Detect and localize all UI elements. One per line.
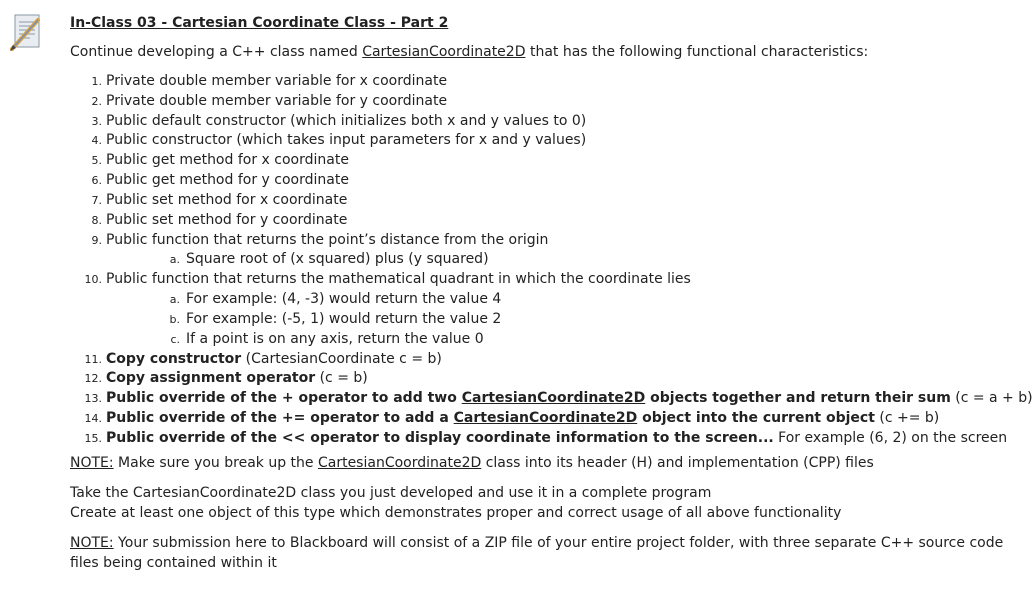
- list-text: [106, 350, 442, 370]
- note-split-files: [70, 453, 1010, 473]
- intro-paragraph: [70, 42, 1010, 62]
- requirements-list: [70, 72, 1033, 449]
- list-number: 13.: [84, 392, 102, 406]
- list-bold-text: Copy constructor: [106, 350, 242, 367]
- note-label: NOTE:: [70, 454, 114, 471]
- list-item: [70, 151, 1010, 171]
- class-name: CartesianCoordinate2D: [453, 410, 638, 427]
- list-rest-text: For example (6, 2) on the screen: [773, 429, 1008, 446]
- list-text: [106, 409, 939, 429]
- list-item: [70, 429, 1010, 449]
- list-bold-text: object into the current object: [637, 410, 875, 427]
- list-bold-text: Public override of the + operator to add two: [106, 390, 462, 407]
- document-body: [70, 14, 1033, 573]
- instruction-line: Create at least one object of this type which demonstrates proper and correct usage of all above functionality: [70, 504, 842, 521]
- list-item: [70, 389, 1033, 409]
- list-text: Square root of (x squared) plus (y squared): [186, 251, 489, 268]
- page-title: In-Class 03 - Cartesian Coordinate Class - Part 2: [70, 15, 449, 31]
- list-item: [70, 112, 1010, 132]
- class-name: CartesianCoordinate2D: [461, 390, 646, 407]
- list-text: Public function that returns the mathematical quadrant in which the coordinate lies: [106, 271, 691, 288]
- document-pencil-icon: [8, 12, 46, 52]
- list-text: Public get method for x coordinate: [106, 152, 349, 169]
- intro-text-after: that has the following functional characteristics:: [525, 44, 869, 60]
- list-number: 10.: [84, 273, 102, 287]
- list-number: 4.: [91, 134, 102, 148]
- list-text: [106, 389, 1033, 409]
- list-text: Public set method for x coordinate: [106, 191, 348, 208]
- list-rest-text: (CartesianCoordinate c = b): [241, 350, 442, 367]
- note-text: Your submission here to Blackboard will consist of a ZIP file of your entire project folder, with three separate C++ source code files being contained within it: [70, 534, 1004, 571]
- list-text: For example: (-5, 1) would return the value 2: [186, 310, 502, 327]
- instruction-line: Take the CartesianCoordinate2D class you just developed and use it in a complete program: [70, 484, 712, 501]
- list-item: [70, 409, 1010, 429]
- list-rest-text: (c += b): [874, 410, 940, 427]
- list-item: [70, 270, 1010, 290]
- list-bold-text: Copy assignment operator: [106, 370, 316, 387]
- list-number: 12.: [84, 372, 102, 386]
- list-number: 2.: [91, 94, 102, 108]
- note-text-after: class into its header (H) and implementation (CPP) files: [481, 454, 874, 471]
- list-number: 14.: [84, 412, 102, 426]
- list-text: Public get method for y coordinate: [106, 172, 349, 189]
- list-rest-text: (c = b): [315, 370, 368, 387]
- program-instructions: [70, 483, 1010, 523]
- list-number: 5.: [91, 154, 102, 168]
- list-number: 3.: [91, 114, 102, 128]
- sub-list-item: [70, 310, 1010, 330]
- list-number: 6.: [91, 174, 102, 188]
- sub-list-item: [70, 330, 1010, 350]
- list-bold-text: Public override of the << operator to display coordinate information to the screen...: [106, 429, 774, 446]
- list-text: Public constructor (which takes input parameters for x and y values): [106, 132, 587, 149]
- list-item: [70, 369, 1010, 389]
- list-number: 7.: [91, 193, 102, 207]
- note-submission: [70, 533, 1010, 573]
- list-text: For example: (4, -3) would return the value 4: [186, 291, 502, 308]
- list-text: Private double member variable for y coordinate: [106, 92, 448, 109]
- note-label: NOTE:: [70, 534, 114, 551]
- list-number: 11.: [84, 352, 102, 366]
- list-number: c.: [170, 332, 180, 346]
- list-bold-text: objects together and return their sum: [645, 390, 951, 407]
- list-text: [106, 429, 1007, 449]
- list-text: Public default constructor (which initializes both x and y values to 0): [106, 112, 587, 129]
- list-item: [70, 72, 1010, 92]
- list-number: 1.: [91, 75, 102, 88]
- list-text: Public set method for y coordinate: [106, 211, 348, 228]
- class-name: CartesianCoordinate2D: [362, 44, 526, 60]
- list-rest-text: (c = a + b): [950, 390, 1033, 407]
- list-item: [70, 191, 1010, 211]
- list-text: Public function that returns the point’s distance from the origin: [106, 231, 549, 248]
- list-number: 15.: [84, 431, 102, 445]
- sub-list-item: [70, 290, 1010, 310]
- list-item: [70, 131, 1010, 151]
- intro-text-before: Continue developing a C++ class named: [70, 44, 363, 60]
- list-item: [70, 231, 1010, 251]
- class-name: CartesianCoordinate2D: [317, 454, 482, 471]
- list-item: [70, 171, 1010, 191]
- list-item: [70, 211, 1010, 231]
- list-number: a.: [169, 293, 180, 307]
- list-number: 9.: [91, 233, 102, 247]
- list-text: If a point is on any axis, return the value 0: [186, 330, 484, 347]
- list-number: a.: [169, 253, 180, 267]
- list-text: [106, 369, 368, 389]
- list-item: [70, 350, 1010, 370]
- list-number: b.: [169, 312, 180, 326]
- list-bold-text: Public override of the += operator to add a: [106, 410, 454, 427]
- note-text-before: Make sure you break up the: [113, 454, 318, 471]
- sub-list-item: [70, 250, 1010, 270]
- list-number: 8.: [91, 213, 102, 227]
- list-item: [70, 92, 1010, 112]
- list-text: Private double member variable for x coordinate: [106, 73, 448, 89]
